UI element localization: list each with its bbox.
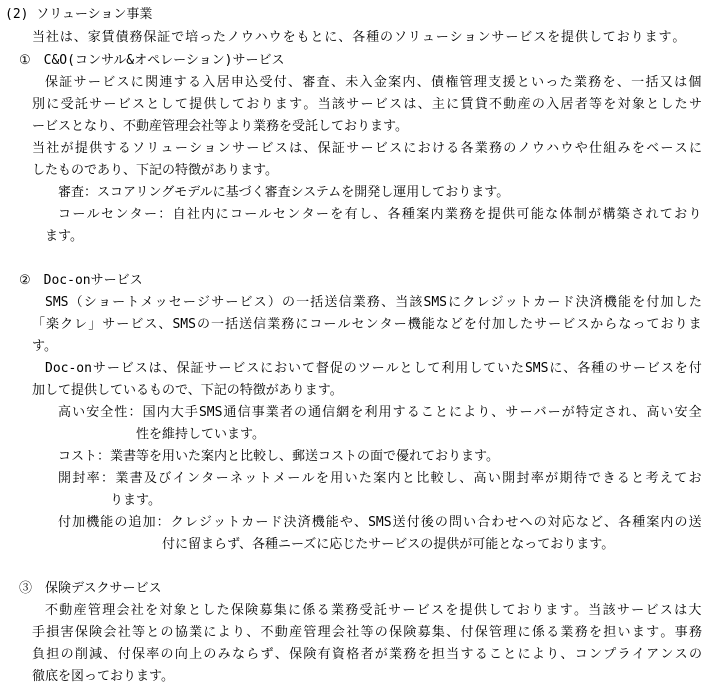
section-heading: (2) ソリューション事業	[5, 7, 153, 22]
item1-paragraph-line: 当 社 が 提 供 す る ソ リ ュ ー シ ョ ン サ ー ビ ス は 、 保 証 サ ー ビ ス に お け る 各 業 務 の ノ ウ ハ ウ や 仕 組 み を ベ ー ス に	[32, 141, 702, 156]
item1-paragraph-line: 保 証 サ ー ビ ス に 関 連 す る 入 居 申 込 受 付 、 審 査 、 未 入 金 案 内 、 債 権 管 理 支 援 と い っ た 業 務 を 、 一 括 又 は 個	[45, 75, 702, 90]
item2-paragraph-line: Doc-on サ ー ビ ス は 、 保 証 サ ー ビ ス に お い て 督 促 の ツ ー ル と し て 利 用 し て い た SMS に 、 各 種 の サ ー ビ ス を 付	[45, 361, 702, 376]
item3-heading: ③ 保険デスクサービス	[19, 581, 162, 596]
item1-feature-callcenter: ます。	[45, 229, 83, 244]
item2-feature-addon: 付 加 機 能 の 追 加 ： ク レ ジ ッ ト カ ー ド 決 済 機 能 や 、 SMS 送 付 後 の 問 い 合 わ せ へ の 対 応 な ど 、 各 種 案 内 の 送	[58, 515, 702, 530]
item3-paragraph-line: 負 担 の 削 減 、 付 保 率 の 向 上 の み な ら ず 、 保 険 有 資 格 者 が 業 務 を 担 当 す る こ と に よ り 、 コ ン プ ラ イ ア ン ス の	[32, 647, 702, 662]
item2-paragraph-line: す。	[32, 339, 57, 354]
item2-paragraph-line: 加して提供しているもので、下記の特徴があります。	[32, 383, 343, 398]
item1-heading: ① C&O(コンサル&オペレーション)サービス	[19, 53, 285, 68]
item3-paragraph-line: 徹底を図っております。	[32, 669, 174, 684]
item2-feature-open-rate: 開 封 率 ： 業 書 及 び イ ン タ ー ネ ッ ト メ ー ル を 用 い た 案 内 と 比 較 し 、 高 い 開 封 率 が 期 待 で き る と 考 え て お	[58, 471, 702, 486]
item2-feature-security: 高 い 安 全 性 ： 国 内 大 手 SMS 通 信 事 業 者 の 通 信 網 を 利 用 す る こ と に よ り 、 サ ー バ ー が 特 定 さ れ 、 高 い 安 全	[58, 405, 702, 420]
item2-paragraph-line: SMS （ シ ョ ー ト メ ッ セ ー ジ サ ー ビ ス ） の 一 括 送 信 業 務 、 当 該 SMS に ク レ ジ ッ ト カ ー ド 決 済 機 能 を 付 加 し た	[45, 295, 702, 310]
item3-paragraph-line: 手 損 害 保 険 会 社 等 と の 協 業 に よ り 、 不 動 産 管 理 会 社 等 の 保 険 募 集 、 付 保 管 理 に 係 る 業 務 を 担 い ま す 。 事 務	[32, 625, 702, 640]
item1-feature-review: 審査：スコアリングモデルに基づく審査システムを開発し運用しております。	[58, 185, 510, 200]
item1-feature-callcenter: コ ー ル セ ン タ ー ： 自 社 内 に コ ー ル セ ン タ ー を 有 し 、 各 種 案 内 業 務 を 提 供 可 能 な 体 制 が 構 築 さ れ て お り	[58, 207, 702, 222]
item2-feature-cost: コスト：業書等を用いた案内と比較し、郵送コストの面で優れております。	[58, 449, 499, 464]
item2-feature-addon: 付に留まらず、各種ニーズに応じたサービスの提供が可能となっております。	[162, 537, 615, 552]
item2-feature-open-rate: ります。	[110, 493, 161, 508]
item1-paragraph-line: したものであり、下記の特徴があります。	[32, 163, 278, 178]
section-intro: 当 社 は 、 家 賃 債 務 保 証 で 培 っ た ノ ウ ハ ウ を も と に 、 各 種 の ソ リ ュ ー シ ョ ン サ ー ビ ス を 提 供 し て お り ま す 。	[32, 30, 686, 45]
item3-paragraph-line: 不 動 産 管 理 会 社 を 対 象 と し た 保 険 募 集 に 係 る 業 務 受 託 サ ー ビ ス を 提 供 し て お り ま す 。 当 該 サ ー ビ ス は 大	[45, 603, 702, 618]
item2-paragraph-line: 「 楽 ク レ 」 サ ー ビ ス 、 SMS の 一 括 送 信 業 務 に コ ー ル セ ン タ ー 機 能 な ど を 付 加 し た サ ー ビ ス か ら な っ て お り ま	[32, 317, 702, 332]
item2-heading: ② Doc-onサービス	[19, 273, 143, 288]
item1-paragraph-line: ービスとなり、不動産管理会社等より業務を受託しております。	[32, 119, 408, 134]
item1-paragraph-line: 別 に 受 託 サ ー ビ ス と し て 提 供 し て お り ま す 。 当 該 サ ー ビ ス は 、 主 に 賃 貸 不 動 産 の 入 居 者 等 を 対 象 と し た サ	[32, 97, 702, 112]
item2-feature-security: 性を維持しています。	[136, 427, 265, 442]
